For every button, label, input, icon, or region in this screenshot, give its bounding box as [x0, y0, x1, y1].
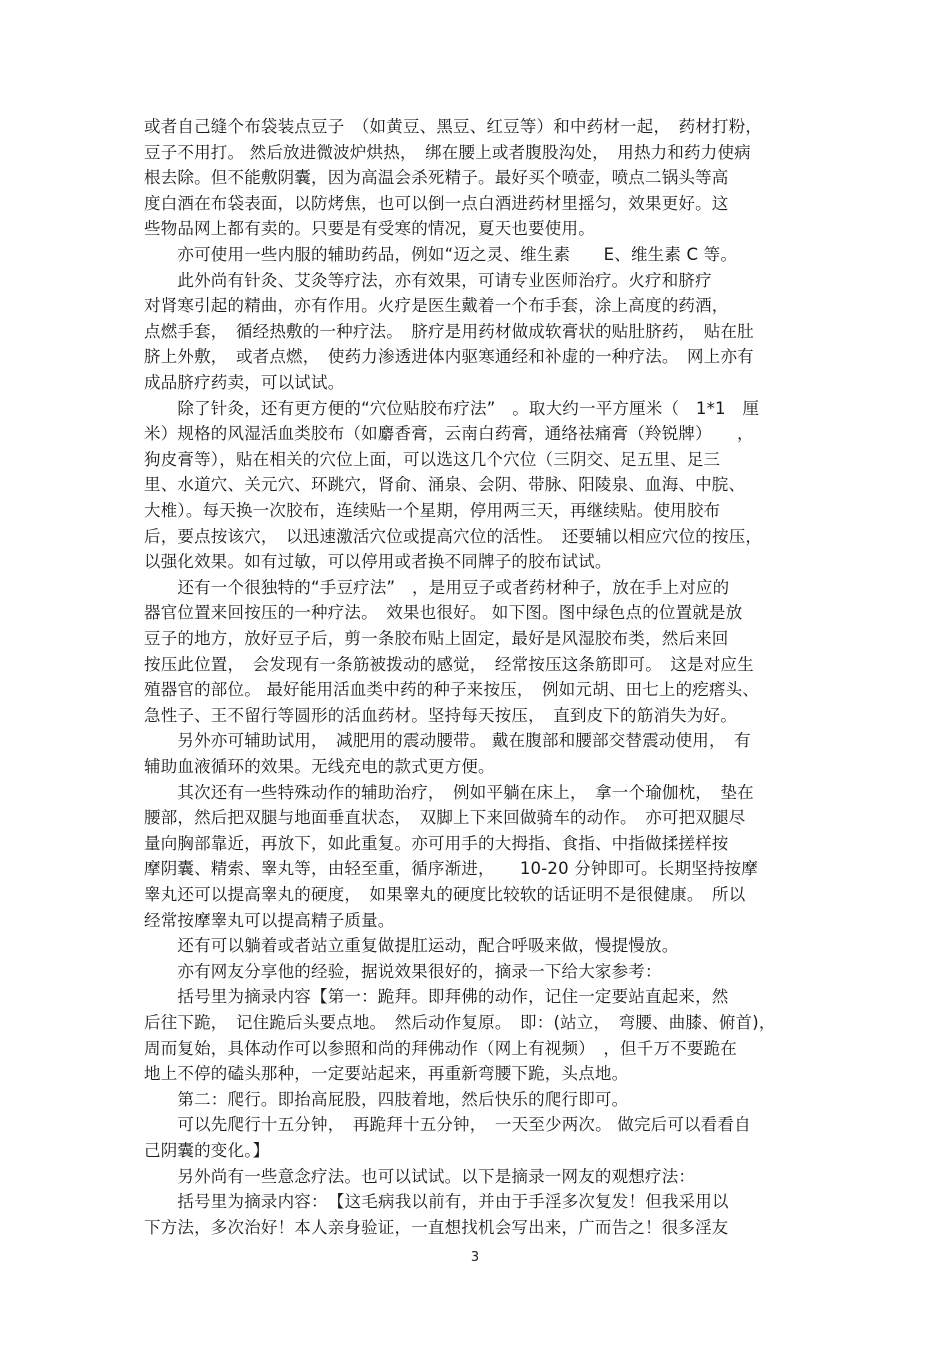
text-line: 里、水道穴、关元穴、环跳穴，肾俞、涌泉、会阴、带脉、阳陵泉、血海、中脘、: [144, 475, 746, 495]
text-line: 或者自己缝个布袋装点豆子 （如黄豆、黑豆、红豆等）和中药材一起， 药材打粉，: [144, 117, 763, 136]
text-line: 睾丸还可以提高睾丸的硬度， 如果睾丸的硬度比较软的话证明不是很健康。 所以: [144, 885, 746, 904]
text-line: 下方法，多次治好！本人亲身验证，一直想找机会写出来，广而告之！很多淫友: [144, 1217, 729, 1237]
text-line: 括号里为摘录内容【第一：跪拜。即拜佛的动作，记住一定要站直起来，然: [144, 987, 729, 1007]
page-number: 3: [470, 1250, 480, 1265]
text-line: 些物品网上都有卖的。只要是有受寒的情况，夏天也要使用。: [144, 219, 595, 239]
text-line: 米）规格的风湿活血类胶布（如麝香膏，云南白药膏，通络祛痛膏（羚锐牌） ，: [144, 424, 754, 444]
text-line: 后往下跪， 记住跪后头要点地。 然后动作复原。 即：(站立， 弯腰、曲膝、俯首)，: [144, 1013, 776, 1032]
text-line: 后，要点按该穴， 以迅速激活穴位或提高穴位的活性。 还要辅以相应穴位的按压，: [144, 526, 763, 546]
text-line: 还有可以躺着或者站立重复做提肛运动，配合呼吸来做，慢提慢放。: [144, 936, 679, 956]
text-line: 殖器官的部位。 最好能用活血类中药的种子来按压， 例如元胡、田七上的疙瘩头、: [144, 680, 760, 700]
text-line: 成品脐疗药卖，可以试试。: [144, 373, 345, 392]
text-line: 括号里为摘录内容： 【这毛病我以前有，并由于手淫多次复发！但我采用以: [144, 1192, 729, 1212]
text-line: 周而复始，具体动作可以参照和尚的拜佛动作（网上有视频） ，但千万不要跪在: [144, 1038, 737, 1058]
text-line: 量向胸部靠近，再放下，如此重复。亦可用手的大拇指、食指、中指做揉搓样按: [144, 833, 729, 853]
text-line: 此外尚有针灸、艾灸等疗法，亦有效果，可请专业医师治疗。火疗和脐疗: [144, 270, 712, 290]
text-line: 辅助血液循环的效果。无线充电的款式更方便。: [144, 757, 495, 776]
text-line: 己阴囊的变化。】: [144, 1141, 270, 1160]
text-line: 大椎）。每天换一次胶布，连续贴一个星期，停用两三天，再继续贴。使用胶布: [144, 501, 721, 520]
text-line: 点燃手套， 循经热敷的一种疗法。 脐疗是用药材做成软膏状的贴肚脐药， 贴在肚: [144, 321, 754, 341]
text-line: 可以先爬行十五分钟， 再跪拜十五分钟， 一天至少两次。 做完后可以看看自: [144, 1115, 751, 1135]
text-line: 还有一个很独特的“手豆疗法” ，是用豆子或者药材种子，放在手上对应的: [144, 577, 730, 597]
text-line: 脐上外敷， 或者点燃， 使药力渗透进体内驱寒通经和补虚的一种疗法。 网上亦有: [144, 347, 754, 367]
text-line: 经常按摩睾丸可以提高精子质量。: [144, 910, 395, 930]
text-line: 按压此位置， 会发现有一条筋被拨动的感觉， 经常按压这条筋即可。 这是对应生: [144, 654, 754, 674]
text-line: 地上不停的磕头那种，一定要站起来，再重新弯腰下跪，头点地。: [144, 1064, 629, 1084]
text-line: 另外亦可辅助试用， 减肥用的震动腰带。 戴在腹部和腰部交替震动使用， 有: [144, 731, 751, 751]
text-line: 狗皮膏等），贴在相关的穴位上面，可以选这几个穴位（三阴交、足五里、足三: [144, 449, 721, 469]
text-line: 急性子、王不留行等圆形的活血药材。坚持每天按压， 直到皮下的筋消失为好。: [144, 705, 737, 725]
text-line: 摩阴囊、精索、睾丸等，由轻至重，循序渐进， 10-20 分钟即可。长期坚持按摩: [144, 859, 758, 879]
text-line: 器官位置来回按压的一种疗法。 效果也很好。 如下图。图中绿色点的位置就是放: [144, 603, 743, 623]
text-line: 以强化效果。如有过敏，可以停用或者换不同牌子的胶布试试。: [144, 552, 612, 572]
text-line: 豆子不用打。 然后放进微波炉烘热， 绑在腰上或者腹股沟处， 用热力和药力使病: [144, 142, 751, 162]
text-line: 对肾寒引起的精曲，亦有作用。火疗是医生戴着一个布手套，涂上高度的药酒，: [144, 296, 729, 316]
text-line: 豆子的地方，放好豆子后，剪一条胶布贴上固定，最好是风湿胶布类，然后来回: [144, 629, 729, 648]
text-line: 亦可使用一些内服的辅助药品，例如“迈之灵、维生素 E、维生素 C 等。: [144, 245, 738, 264]
text-line: 亦有网友分享他的经验，据说效果很好的，摘录一下给大家参考：: [144, 961, 662, 981]
text-line: 根去除。但不能敷阴囊，因为高温会杀死精子。最好买个喷壶，喷点二锅头等高: [144, 168, 729, 188]
text-line: 第二：爬行。即抬高屁股，四肢着地，然后快乐的爬行即可。: [144, 1089, 629, 1109]
text-line: 除了针灸，还有更方便的“穴位贴胶布疗法” 。取大约一平方厘米（ 1*1 厘: [144, 398, 760, 418]
text-line: 另外尚有一些意念疗法。也可以试试。以下是摘录一网友的观想疗法：: [144, 1166, 696, 1186]
text-line: 腰部，然后把双腿与地面垂直状态， 双脚上下来回做骑车的动作。 亦可把双腿尽: [144, 808, 746, 828]
text-line: 其次还有一些特殊动作的辅助治疗， 例如平躺在床上， 拿一个瑜伽枕， 垫在: [144, 782, 754, 802]
text-line: 度白酒在布袋表面，以防烤焦，也可以倒一点白酒进药材里摇匀，效果更好。这: [144, 193, 729, 213]
